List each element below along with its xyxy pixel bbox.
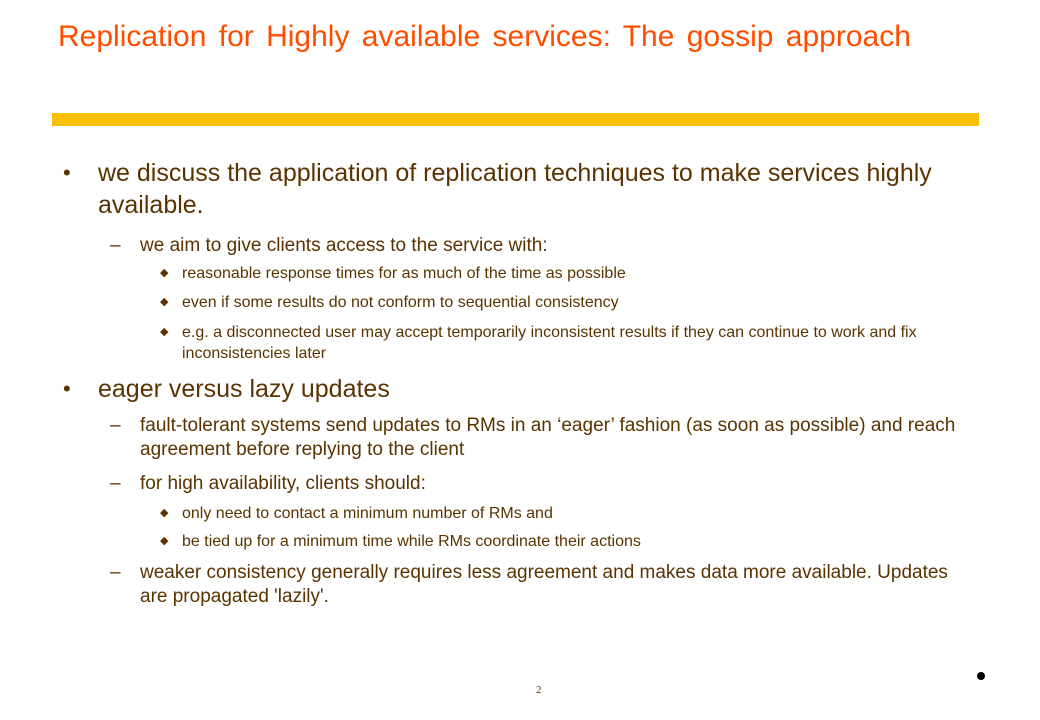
dash-icon: – [110,415,121,436]
sub-bullet-text: weaker consistency generally requires less agreement and makes data more available. Updates are propagated 'lazily'. [140,562,948,607]
corner-dot [977,672,985,680]
dash-icon: – [110,562,121,583]
bullet-text: eager versus lazy updates [98,375,390,403]
sub-bullet-text: fault-tolerant systems send updates to RMs in an ‘eager’ fashion (as soon as possible) and reach agreement before replying to the client [140,415,956,460]
sub-sub-bullet-text: e.g. a disconnected user may accept temporarily inconsistent results if they can continue to work and fix inconsistencies later [182,324,917,362]
bullet-text: we discuss the application of replication techniques to make services highly available. [98,159,932,219]
diamond-bullet-icon: ◆ [160,507,169,519]
diamond-bullet-icon: ◆ [160,267,169,279]
sub-sub-bullet-text: even if some results do not conform to sequential consistency [182,294,619,311]
dash-icon: – [110,473,121,494]
sub-bullet-text: for high availability, clients should: [140,473,426,494]
page-number: 2 [536,684,542,696]
sub-bullet-text: we aim to give clients access to the service with: [140,235,548,256]
sub-sub-bullet-text: be tied up for a minimum time while RMs coordinate their actions [182,533,641,550]
diamond-bullet-icon: ◆ [160,296,169,308]
dash-icon: – [110,235,121,256]
sub-sub-bullet-text: reasonable response times for as much of the time as possible [182,265,626,282]
bullet-icon: • [63,160,71,185]
diamond-bullet-icon: ◆ [160,326,169,338]
sub-sub-bullet-text: only need to contact a minimum number of RMs and [182,505,553,522]
bullet-icon: • [63,376,71,401]
slide-title: Replication for Highly available services: The gossip approach [58,20,911,53]
title-divider [52,113,979,126]
diamond-bullet-icon: ◆ [160,535,169,547]
